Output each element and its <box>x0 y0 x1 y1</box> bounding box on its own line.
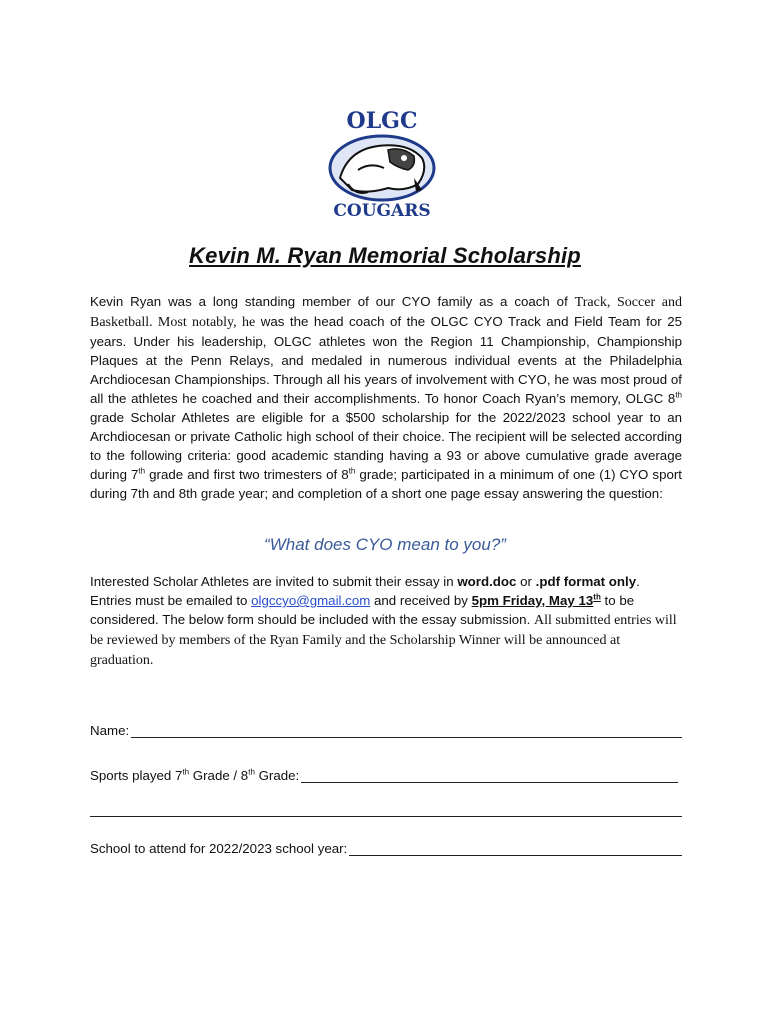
invite-paragraph <box>90 572 682 670</box>
school-label: School to attend for 2022/2023 school year: <box>90 841 348 856</box>
invite-text-d: to be considered. The below form should be included with the essay submission. <box>90 593 635 627</box>
invite-text-c: and received by <box>370 593 472 608</box>
sports-continuation-line[interactable] <box>90 816 682 817</box>
school-input-line[interactable] <box>349 842 682 856</box>
cougar-logo-graphic <box>318 100 446 224</box>
intro-text-5: grade; participated in a minimum of one (1) CYO sport during 7th and 8th grade year; and completion of a short one page essay answering the question: <box>90 467 682 501</box>
invite-text-a: Interested Scholar Athletes are invited to submit their essay in <box>90 574 458 589</box>
intro-text-3: grade Scholar Athletes are eligible for a $500 scholarship for the 2022/2023 school year to an Archdiocesan or private Catholic high school of their choice. The recipient will be selected according to the following criteria: good academic standing having a 93 or above cumulative grade average during 7 <box>90 410 682 482</box>
name-field-row <box>90 718 682 738</box>
sports-label: Sports played 7th Grade / 8th Grade: <box>90 767 300 783</box>
deadline-text: 5pm Friday, May 13 <box>471 593 594 608</box>
format-word-doc: word.doc <box>457 574 517 589</box>
intro-paragraph <box>90 292 682 503</box>
intro-text-4: grade and first two trimesters of 8 <box>145 467 349 482</box>
sports-field-row <box>90 763 678 783</box>
intro-text-1: Kevin Ryan was a long standing member of our CYO family as a coach of <box>90 294 575 309</box>
invite-text-serif: All submitted entries will be reviewed by members of the Ryan Family and the Scholarship Winner will be announced at graduation. <box>90 613 677 668</box>
sup-th-3: th <box>348 466 356 476</box>
format-pdf: .pdf format only <box>535 574 637 589</box>
invite-text-or: or <box>516 574 536 589</box>
sup-th-2: th <box>138 466 146 476</box>
school-field-row <box>90 836 682 856</box>
deadline-sup: th <box>593 592 601 602</box>
sports-input-line[interactable] <box>301 769 678 783</box>
page-title: Kevin M. Ryan Memorial Scholarship <box>189 243 581 268</box>
name-input-line[interactable] <box>131 724 682 738</box>
logo-top-text: OLGC <box>346 108 418 134</box>
email-link[interactable]: olgccyo@gmail.com <box>251 593 371 608</box>
name-label: Name: <box>90 723 130 738</box>
intro-text-2: was the head coach of the OLGC CYO Track and Field Team for 25 years. Under his leadership, OLGC athletes won the Region 11 Championship, Championship Plaques at the Penn Relays, and medaled in numerous individual events at the Philadelphia Archdiocesan Championships. Through all his years of involvement with CYO, he was most proud of all the athletes he coached and their accomplishments. To honor Coach Ryan’s memory, OLGC 8 <box>90 314 682 406</box>
logo-bottom-text: COUGARS <box>333 201 431 221</box>
essay-question: “What does CYO mean to you?” <box>264 535 506 554</box>
olgc-cougars-logo <box>318 100 446 224</box>
intro-text-serif: Track, Soccer and Basketball. Most notably, he <box>90 295 683 330</box>
sup-th-1: th <box>675 390 682 400</box>
invite-text-b: . Entries must be emailed to <box>90 574 640 608</box>
